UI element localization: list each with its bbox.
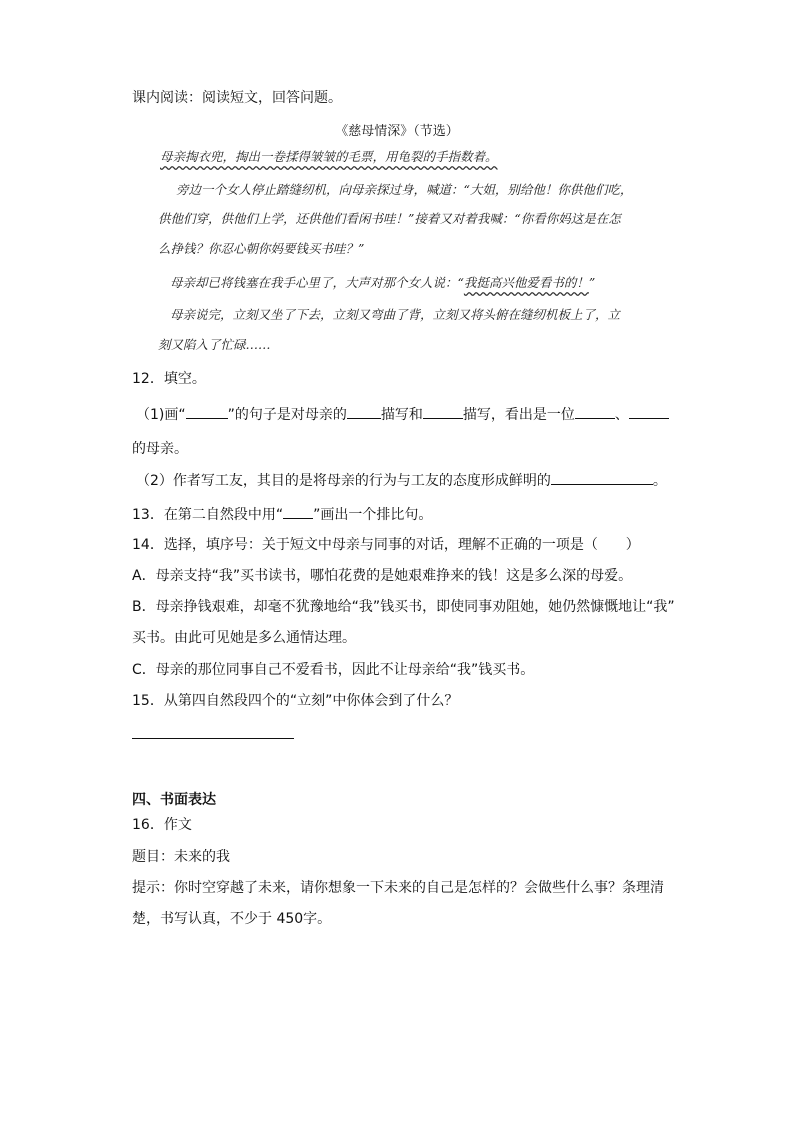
passage-wavy-sentence-1: 母亲掏衣兜，掏出一卷揉得皱皱的毛票，用龟裂的手指数着。 [160,149,498,164]
q16-hint-line-2: 楚，书写认真，不少于 450字。 [132,911,332,927]
blank-4[interactable] [629,404,669,419]
passage-paragraph-2-line-1: 旁边一个女人停止踏缝纫机，向母亲探过身，喊道：“大姐，别给他！你供他们吃， [176,182,633,197]
q13 [132,504,432,525]
q13-a: 13．在第二自然段中用“ [132,507,284,523]
q12-sub1 [136,404,669,425]
blank-3[interactable] [575,404,615,419]
q12-sub2 [136,470,667,491]
passage-p3-prefix: 母亲却已将钱塞在我手心里了，大声对那个女人说：“ [170,275,464,290]
q14-option-b-line-2[interactable]: 买书。由此可见她是多么通情达理。 [132,630,356,646]
wavy-line-sample [186,404,228,419]
passage-paragraph-2-line-3: 么挣钱？你忍心朝你妈要钱买书哇？” [158,241,365,256]
q12-sub1-c: 描写和 [380,407,423,423]
q16-topic: 题目：未来的我 [132,849,230,865]
section4-heading: 四、书面表达 [132,792,216,808]
q14-option-c[interactable]: C．母亲的那位同事自己不爱看书，因此不让母亲给“我”钱买书。 [132,662,535,678]
q12-sub1-a: （1)画“ [136,407,186,423]
blank-1[interactable] [347,404,381,419]
passage-paragraph-1 [160,148,498,166]
q14-stem: 14．选择，填序号：关于短文中母亲与同事的对话，理解不正确的一项是（ ） [132,537,640,553]
q12-sub2-b: 。 [652,473,667,489]
passage-paragraph-4-line-2: 刻又陷入了忙碌…… [158,337,271,352]
q12-sub1-e: 、 [614,407,629,423]
q13-line-sample [283,504,313,519]
q16-label: 16．作文 [132,817,192,833]
q13-b: ”画出一个排比句。 [313,507,433,523]
blank-2[interactable] [423,404,463,419]
q12-sub2-a: （2）作者写工友，其目的是将母亲的行为与工友的态度形成鲜明的 [136,473,551,489]
q12-sub1-b: ”的句子是对母亲的 [227,407,347,423]
q15-answer-line[interactable] [132,738,294,739]
q12-sub1-end: 的母亲。 [132,441,188,457]
q12-label: 12．填空。 [132,371,206,387]
q15: 15．从第四自然段四个的“立刻”中你体会到了什么？ [132,693,459,709]
passage-p3-suffix: ” [588,275,596,290]
q16-hint-line-1: 提示：你时空穿越了未来，请你想象一下未来的自己是怎样的？会做些什么事？条理清 [132,880,664,896]
q14-option-b-line-1[interactable]: B．母亲挣钱艰难，却毫不犹豫地给“我”钱买书，即使同事劝阻她，她仍然慷慨地让“我” [132,599,675,615]
passage-paragraph-4-line-1: 母亲说完，立刻又坐了下去，立刻又弯曲了背，立刻又将头俯在缝纫机板上了，立 [170,307,621,322]
section-intro: 课内阅读：阅读短文，回答问题。 [132,90,342,106]
q14-option-a[interactable]: A．母亲支持“我”买书读书，哪怕花费的是她艰难挣来的钱！这是多么深的母爱。 [132,568,633,584]
q12-sub1-d: 描写，看出是一位 [462,407,575,423]
passage-title: 《慈母情深》（节选） [335,124,459,139]
blank-5[interactable] [551,470,653,485]
passage-paragraph-3 [170,274,595,292]
passage-wavy-sentence-2: 我挺高兴他爱看书的！ [463,275,589,290]
passage-paragraph-2-line-2: 供他们穿，供他们上学，还供他们看闲书哇！”接着又对着我喊：“你看你妈这是在怎 [158,211,621,226]
